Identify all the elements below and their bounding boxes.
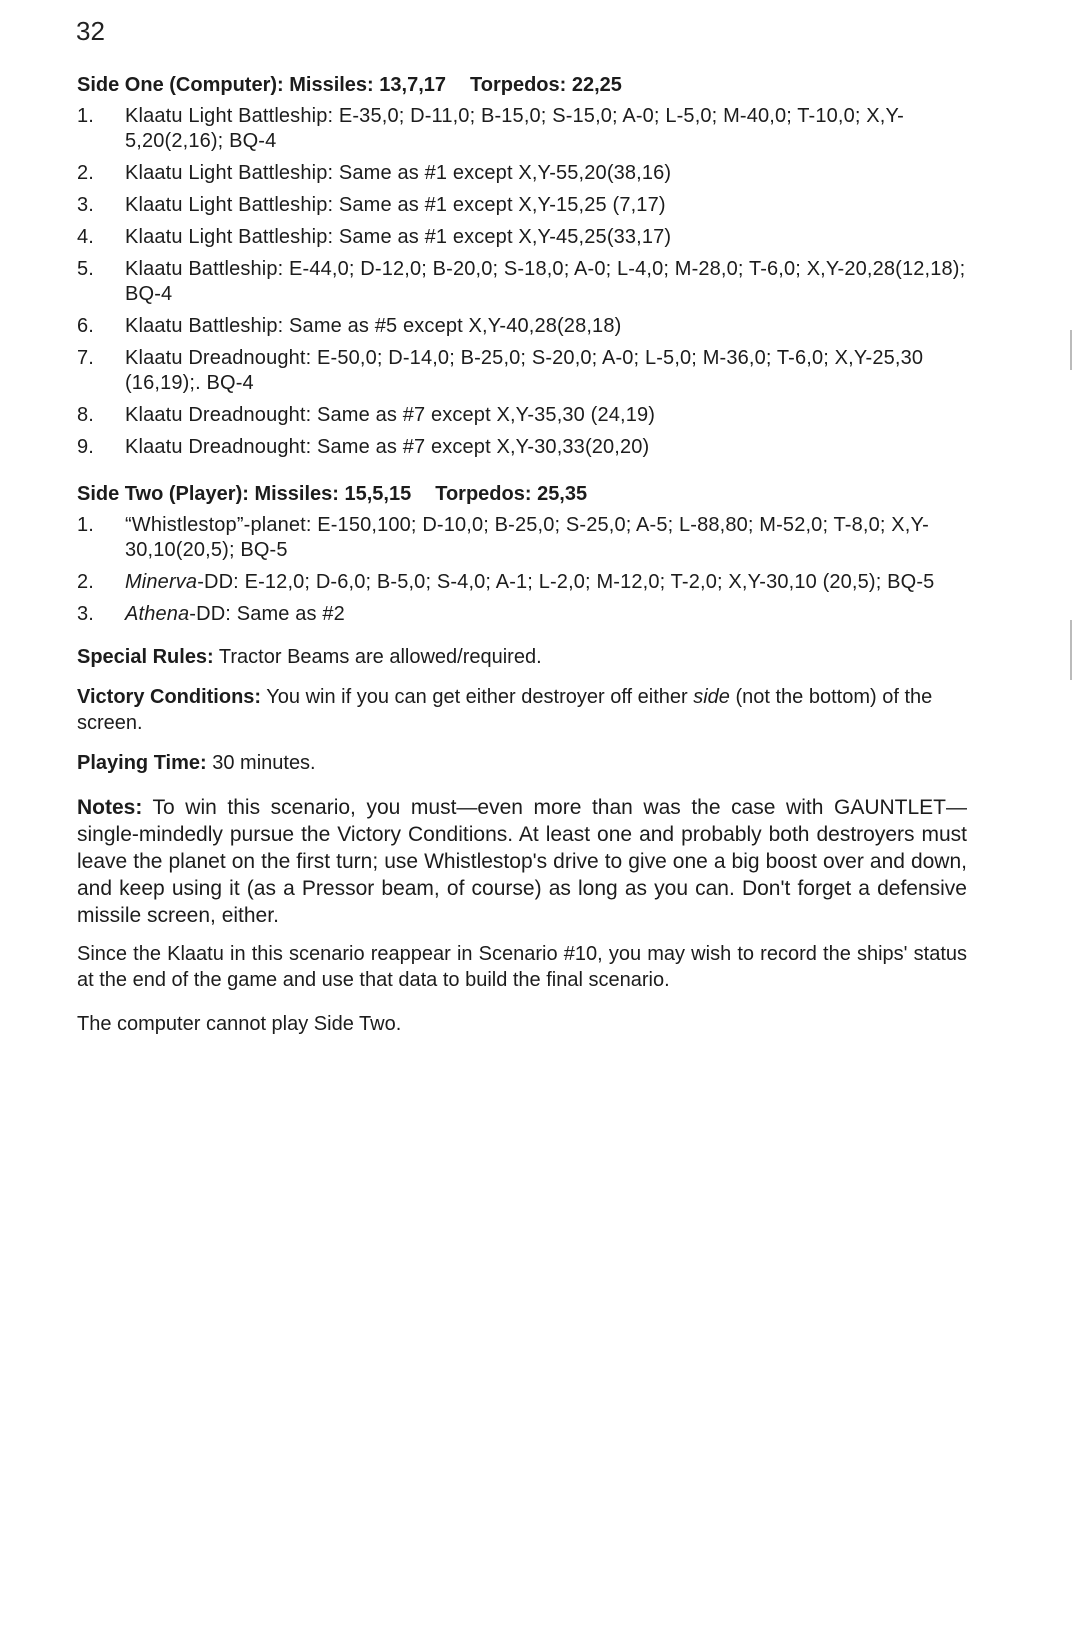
side-two-torpedos: Torpedos: 25,35	[435, 483, 588, 505]
unit-stats-text: -DD: E-12,0; D-6,0; B-5,0; S-4,0; A-1; L-2,0; M-12,0; T-2,0; X,Y-30,10 (20,5); BQ-5	[197, 571, 935, 593]
side-one-torpedos: Torpedos: 22,25	[470, 74, 622, 96]
playing-time-label: Playing Time:	[77, 752, 207, 774]
list-item	[77, 257, 967, 307]
unit-stats-text: Klaatu Light Battleship: Same as #1 except X,Y-55,20(38,16)	[125, 162, 672, 184]
list-item-number: 1.	[77, 514, 94, 536]
special-rules-text: Tractor Beams are allowed/required.	[213, 646, 542, 668]
list-item	[77, 435, 967, 460]
notes-label: Notes:	[77, 796, 143, 819]
list-item-number: 7.	[77, 347, 94, 369]
list-item	[77, 403, 967, 428]
playing-time	[77, 750, 967, 776]
list-item-number: 3.	[77, 603, 94, 625]
list-item	[77, 570, 967, 595]
side-one-unit-list	[77, 104, 967, 460]
unit-stats-text: Klaatu Battleship: Same as #5 except X,Y-40,28(28,18)	[125, 315, 622, 337]
notes-text: To win this scenario, you must—even more than was the case with GAUNTLET—single-mindedly pursue the Victory Conditions. At least one and probably both destroyers must leave the planet on the first turn; use Whistlestop's drive to give one a big boost over and down, and keep using it (as a Pressor beam, of course) as long as you can. Don't forget a defensive missile screen, either.	[77, 796, 967, 927]
special-rules-label: Special Rules:	[77, 646, 214, 668]
klaatu-note: Since the Klaatu in this scenario reappear in Scenario #10, you may wish to record the ships' status at the end of the game and use that data to build the final scenario.	[77, 943, 967, 991]
list-item-number: 1.	[77, 105, 94, 127]
list-item-number: 2.	[77, 571, 94, 593]
computer-note: The computer cannot play Side Two.	[77, 1013, 402, 1035]
unit-stats-text: Klaatu Dreadnought: E-50,0; D-14,0; B-25,0; S-20,0; A-0; L-5,0; M-36,0; T-6,0; X,Y-25,30 (16,19);. BQ-4	[125, 347, 924, 394]
victory-emphasis: side	[693, 686, 730, 708]
ship-name: Athena	[125, 603, 190, 625]
unit-stats-text: Klaatu Dreadnought: Same as #7 except X,Y-30,33(20,20)	[125, 436, 650, 458]
unit-stats-text: Klaatu Battleship: E-44,0; D-12,0; B-20,0; S-18,0; A-0; L-4,0; M-28,0; T-6,0; X,Y-20,28(12,18); BQ-4	[125, 258, 966, 305]
list-item-number: 2.	[77, 162, 94, 184]
list-item-number: 6.	[77, 315, 94, 337]
unit-stats-text: “Whistlestop”-planet: E-150,100; D-10,0; B-25,0; S-25,0; A-5; L-88,80; M-52,0; T-8,0; X,Y-30,10(20,5); BQ-5	[125, 514, 929, 561]
list-item-number: 3.	[77, 194, 94, 216]
scenario-content	[77, 72, 967, 1055]
side-one-heading	[77, 72, 967, 98]
list-item-number: 9.	[77, 436, 94, 458]
list-item	[77, 346, 967, 396]
ship-name: Minerva	[125, 571, 198, 593]
unit-stats-text: Klaatu Light Battleship: Same as #1 except X,Y-45,25(33,17)	[125, 226, 672, 248]
list-item	[77, 193, 967, 218]
victory-conditions	[77, 684, 967, 736]
side-two-heading	[77, 481, 967, 507]
list-item	[77, 225, 967, 250]
list-item	[77, 513, 967, 563]
list-item	[77, 104, 967, 154]
notes	[77, 794, 967, 929]
unit-stats-text: Klaatu Light Battleship: E-35,0; D-11,0; B-15,0; S-15,0; A-0; L-5,0; M-40,0; T-10,0; X,Y-5,20(2,16); BQ-4	[125, 105, 904, 152]
list-item	[77, 602, 967, 627]
victory-text-after: (not the bottom) of the screen.	[77, 686, 933, 734]
list-item-number: 4.	[77, 226, 94, 248]
list-item-number: 8.	[77, 404, 94, 426]
side-one-missiles: Side One (Computer): Missiles: 13,7,17	[77, 74, 446, 96]
list-item-number: 5.	[77, 258, 94, 280]
victory-text-before: You win if you can get either destroyer off either	[261, 686, 694, 708]
unit-stats-text: Klaatu Light Battleship: Same as #1 except X,Y-15,25 (7,17)	[125, 194, 666, 216]
page-number: 32	[76, 16, 105, 46]
list-item	[77, 314, 967, 339]
unit-stats-text: Klaatu Dreadnought: Same as #7 except X,Y-35,30 (24,19)	[125, 404, 656, 426]
playing-time-text: 30 minutes.	[206, 752, 316, 774]
side-two-unit-list	[77, 513, 967, 627]
special-rules	[77, 644, 967, 670]
list-item	[77, 161, 967, 186]
victory-label: Victory Conditions:	[77, 686, 262, 708]
side-two-missiles: Side Two (Player): Missiles: 15,5,15	[77, 483, 412, 505]
unit-stats-text: -DD: Same as #2	[189, 603, 345, 625]
